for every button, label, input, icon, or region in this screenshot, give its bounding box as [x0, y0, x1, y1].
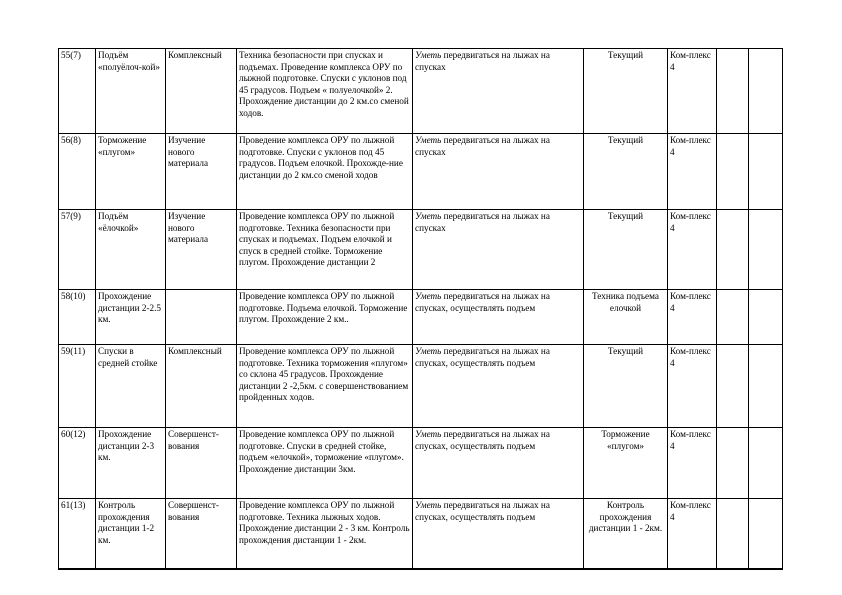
lesson-number: 60(12)	[59, 428, 96, 499]
lesson-homework: Ком-плекс 4	[668, 428, 717, 499]
lesson-control: Текущий	[584, 49, 668, 134]
lesson-date-fact	[749, 499, 783, 569]
lesson-requirements	[413, 428, 584, 499]
requirement-verb: Уметь	[415, 291, 442, 301]
lesson-homework: Ком-плекс 4	[668, 210, 717, 290]
requirement-text: передвигаться на лыжах на спусках, осуществлять подъем	[415, 291, 550, 313]
table-row	[59, 499, 783, 569]
lesson-control: Торможение «плугом»	[584, 428, 668, 499]
lesson-requirements	[413, 345, 584, 428]
lesson-topic: Подъём «полуёлоч-кой»	[96, 49, 166, 134]
lesson-number: 59(11)	[59, 345, 96, 428]
table-row	[59, 345, 783, 428]
lesson-date-plan	[717, 428, 749, 499]
lesson-date-fact	[749, 428, 783, 499]
lesson-content: Техника безопасности при спусках и подъемах. Проведение комплекса ОРУ по лыжной подготовке. Спуски с уклонов под 45 градусов. Подъем « полуелочкой» 2. Прохождение дистанции до 2 км.со сменой ходов.	[237, 49, 413, 134]
table-row	[59, 290, 783, 345]
lesson-date-plan	[717, 134, 749, 210]
lesson-type: Совершенст-вования	[166, 428, 237, 499]
lesson-date-plan	[717, 499, 749, 569]
lesson-requirements	[413, 49, 584, 134]
lesson-homework: Ком-плекс 4	[668, 134, 717, 210]
lesson-date-fact	[749, 210, 783, 290]
lesson-type: Комплексный	[166, 49, 237, 134]
lesson-control: Контроль прохождения дистанции 1 - 2км.	[584, 499, 668, 569]
lesson-topic: Прохождение дистанции 2-3 км.	[96, 428, 166, 499]
lesson-number: 57(9)	[59, 210, 96, 290]
lesson-requirements	[413, 134, 584, 210]
requirement-text: передвигаться на лыжах на спусках, осуществлять подъем	[415, 346, 550, 368]
lesson-homework: Ком-плекс 4	[668, 49, 717, 134]
requirement-verb: Уметь	[415, 211, 442, 221]
requirement-text: передвигаться на лыжах на спусках	[415, 135, 550, 157]
lesson-control: Текущий	[584, 210, 668, 290]
requirement-text: передвигаться на лыжах на спусках, осуществлять подъем	[415, 500, 550, 522]
requirement-text: передвигаться на лыжах на спусках	[415, 211, 550, 233]
lesson-homework: Ком-плекс 4	[668, 499, 717, 569]
lesson-content: Проведение комплекса ОРУ по лыжной подготовке. Техника безопасности при спусках и подъемах. Подъем елочкой и спуск в средней стойке. Торможение плугом. Прохождение дистанции 2	[237, 210, 413, 290]
lesson-type: Изучение нового материала	[166, 210, 237, 290]
lesson-plan-table	[58, 48, 783, 570]
lesson-homework: Ком-плекс 4	[668, 290, 717, 345]
lesson-control: Текущий	[584, 345, 668, 428]
table-row	[59, 49, 783, 134]
lesson-content: Проведение комплекса ОРУ по лыжной подготовке. Техника торможения «плугом» со склона 45 градусов. Прохождение дистанции 2 -2,5км. с совершенствованием пройденных ходов.	[237, 345, 413, 428]
table-row	[59, 428, 783, 499]
requirement-verb: Уметь	[415, 346, 442, 356]
lesson-content: Проведение комплекса ОРУ по лыжной подготовке. Подъема елочкой. Торможение плугом. Прохождение 2 км..	[237, 290, 413, 345]
lesson-content: Проведение комплекса ОРУ по лыжной подготовке. Спуски в средней стойке, подъем «елочкой», торможение «плугом». Прохождение дистанции 3км.	[237, 428, 413, 499]
table-row	[59, 210, 783, 290]
lesson-topic: Торможение «плугом»	[96, 134, 166, 210]
lesson-date-fact	[749, 290, 783, 345]
lesson-requirements	[413, 290, 584, 345]
requirement-text: передвигаться на лыжах на спусках, осуществлять подъем	[415, 429, 550, 451]
lesson-type	[166, 290, 237, 345]
lesson-number: 58(10)	[59, 290, 96, 345]
lesson-homework: Ком-плекс 4	[668, 345, 717, 428]
lesson-control: Текущий	[584, 134, 668, 210]
lesson-date-plan	[717, 345, 749, 428]
lesson-requirements	[413, 499, 584, 569]
requirement-text: передвигаться на лыжах на спусках	[415, 50, 550, 72]
lesson-number: 56(8)	[59, 134, 96, 210]
lesson-number: 61(13)	[59, 499, 96, 569]
lesson-date-plan	[717, 210, 749, 290]
lesson-date-fact	[749, 345, 783, 428]
lesson-date-fact	[749, 134, 783, 210]
lesson-type: Совершенст-вования	[166, 499, 237, 569]
lesson-type: Изучение нового материала	[166, 134, 237, 210]
lesson-topic: Спуски в средней стойке	[96, 345, 166, 428]
requirement-verb: Уметь	[415, 429, 442, 439]
lesson-content: Проведение комплекса ОРУ по лыжной подготовке. Спуски с уклонов под 45 градусов. Подъем елочкой. Прохожде-ние дистанции до 2 км.со сменой ходов	[237, 134, 413, 210]
lesson-control: Техника подъема елочкой	[584, 290, 668, 345]
lesson-date-fact	[749, 49, 783, 134]
lesson-content: Проведение комплекса ОРУ по лыжной подготовке. Техника лыжных ходов. Прохождение дистанции 2 - 3 км. Контроль прохождения дистанции 1 - 2км.	[237, 499, 413, 569]
lesson-date-plan	[717, 49, 749, 134]
lesson-type: Комплексный	[166, 345, 237, 428]
requirement-verb: Уметь	[415, 135, 442, 145]
lesson-number: 55(7)	[59, 49, 96, 134]
requirement-verb: Уметь	[415, 50, 442, 60]
lesson-topic: Подъём «ёлочкой»	[96, 210, 166, 290]
lesson-topic: Прохождение дистанции 2-2.5 км.	[96, 290, 166, 345]
requirement-verb: Уметь	[415, 500, 442, 510]
table-row	[59, 134, 783, 210]
lesson-topic: Контроль прохождения дистанции 1-2 км.	[96, 499, 166, 569]
lesson-date-plan	[717, 290, 749, 345]
lesson-requirements	[413, 210, 584, 290]
